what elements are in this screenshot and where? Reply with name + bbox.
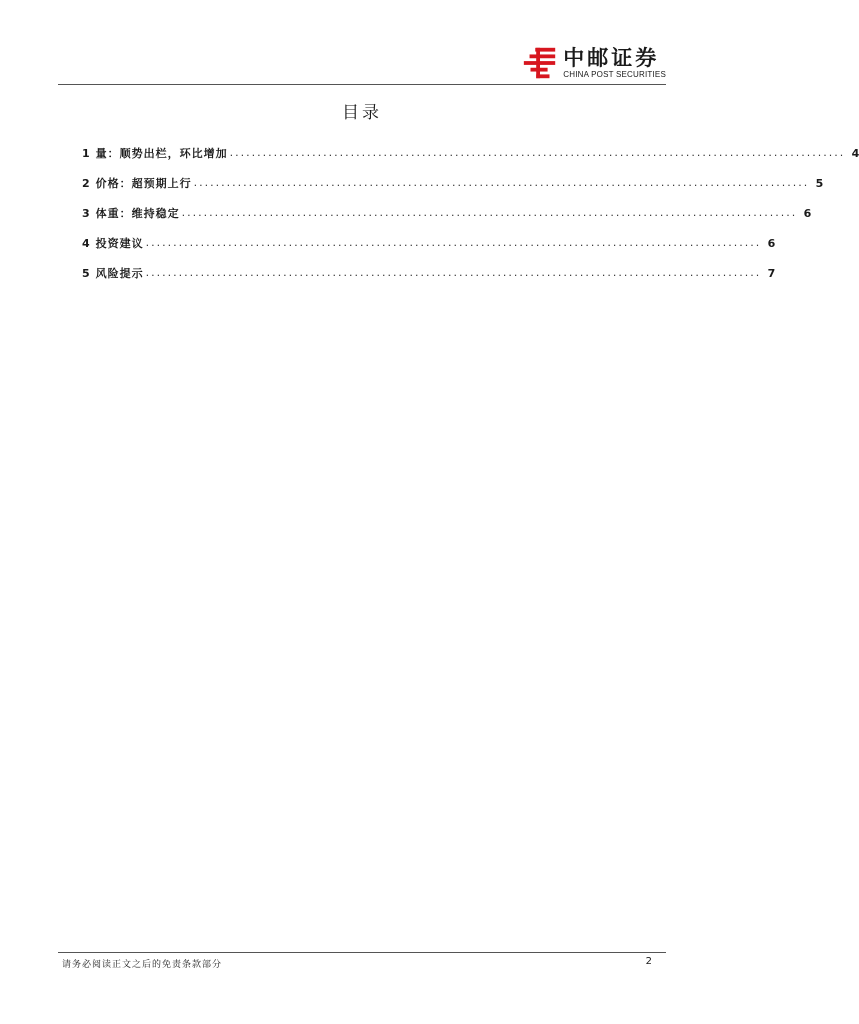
toc-entry-number: 4 <box>82 236 90 250</box>
toc-dot-leader: ................................................................................................................ <box>193 175 810 189</box>
toc-entry-label: 价格：超预期上行 <box>95 177 192 190</box>
toc-entry-page: 5 <box>815 176 824 190</box>
logo-name-cn: 中邮证券 <box>563 46 660 70</box>
toc-entry-label: 体重：维持稳定 <box>95 207 180 220</box>
header-divider <box>58 84 666 85</box>
footer-disclaimer: 请务必阅读正文之后的免责条款部分 <box>62 960 223 970</box>
toc-entry[interactable] <box>82 138 859 168</box>
toc-dot-leader: ................................................................................................................ <box>145 235 762 249</box>
toc-entry-page: 7 <box>767 266 776 280</box>
logo-name-en: CHINA POST SECURITIES <box>563 70 666 79</box>
china-post-logo-icon <box>521 44 559 82</box>
toc-dot-leader: ................................................................................................................ <box>181 205 798 219</box>
toc-entry-label: 风险提示 <box>95 267 144 280</box>
footer-divider <box>58 952 666 953</box>
toc-entry-label: 投资建议 <box>95 237 144 250</box>
toc-entry-number: 2 <box>82 176 90 190</box>
toc-entry-page: 4 <box>851 146 859 160</box>
toc-dot-leader: ................................................................................................................ <box>145 265 762 279</box>
footer-page-number: 2 <box>645 956 652 967</box>
toc-entry-label: 量：顺势出栏，环比增加 <box>95 147 228 160</box>
toc-entry[interactable] <box>82 228 776 258</box>
toc-entry-page: 6 <box>767 236 776 250</box>
toc-entry-page: 6 <box>803 206 812 220</box>
page-header <box>58 40 666 86</box>
toc-entry-number: 3 <box>82 206 90 220</box>
toc-entry-number: 1 <box>82 146 90 160</box>
company-logo <box>521 42 666 84</box>
toc-entry[interactable] <box>82 258 776 288</box>
toc-entry[interactable] <box>82 168 824 198</box>
toc-title: 目录 <box>342 103 382 123</box>
toc-entry[interactable] <box>82 198 812 228</box>
toc-dot-leader: ................................................................................................................ <box>229 145 846 159</box>
table-of-contents <box>82 138 859 288</box>
logo-text <box>563 46 666 80</box>
toc-entry-number: 5 <box>82 266 90 280</box>
